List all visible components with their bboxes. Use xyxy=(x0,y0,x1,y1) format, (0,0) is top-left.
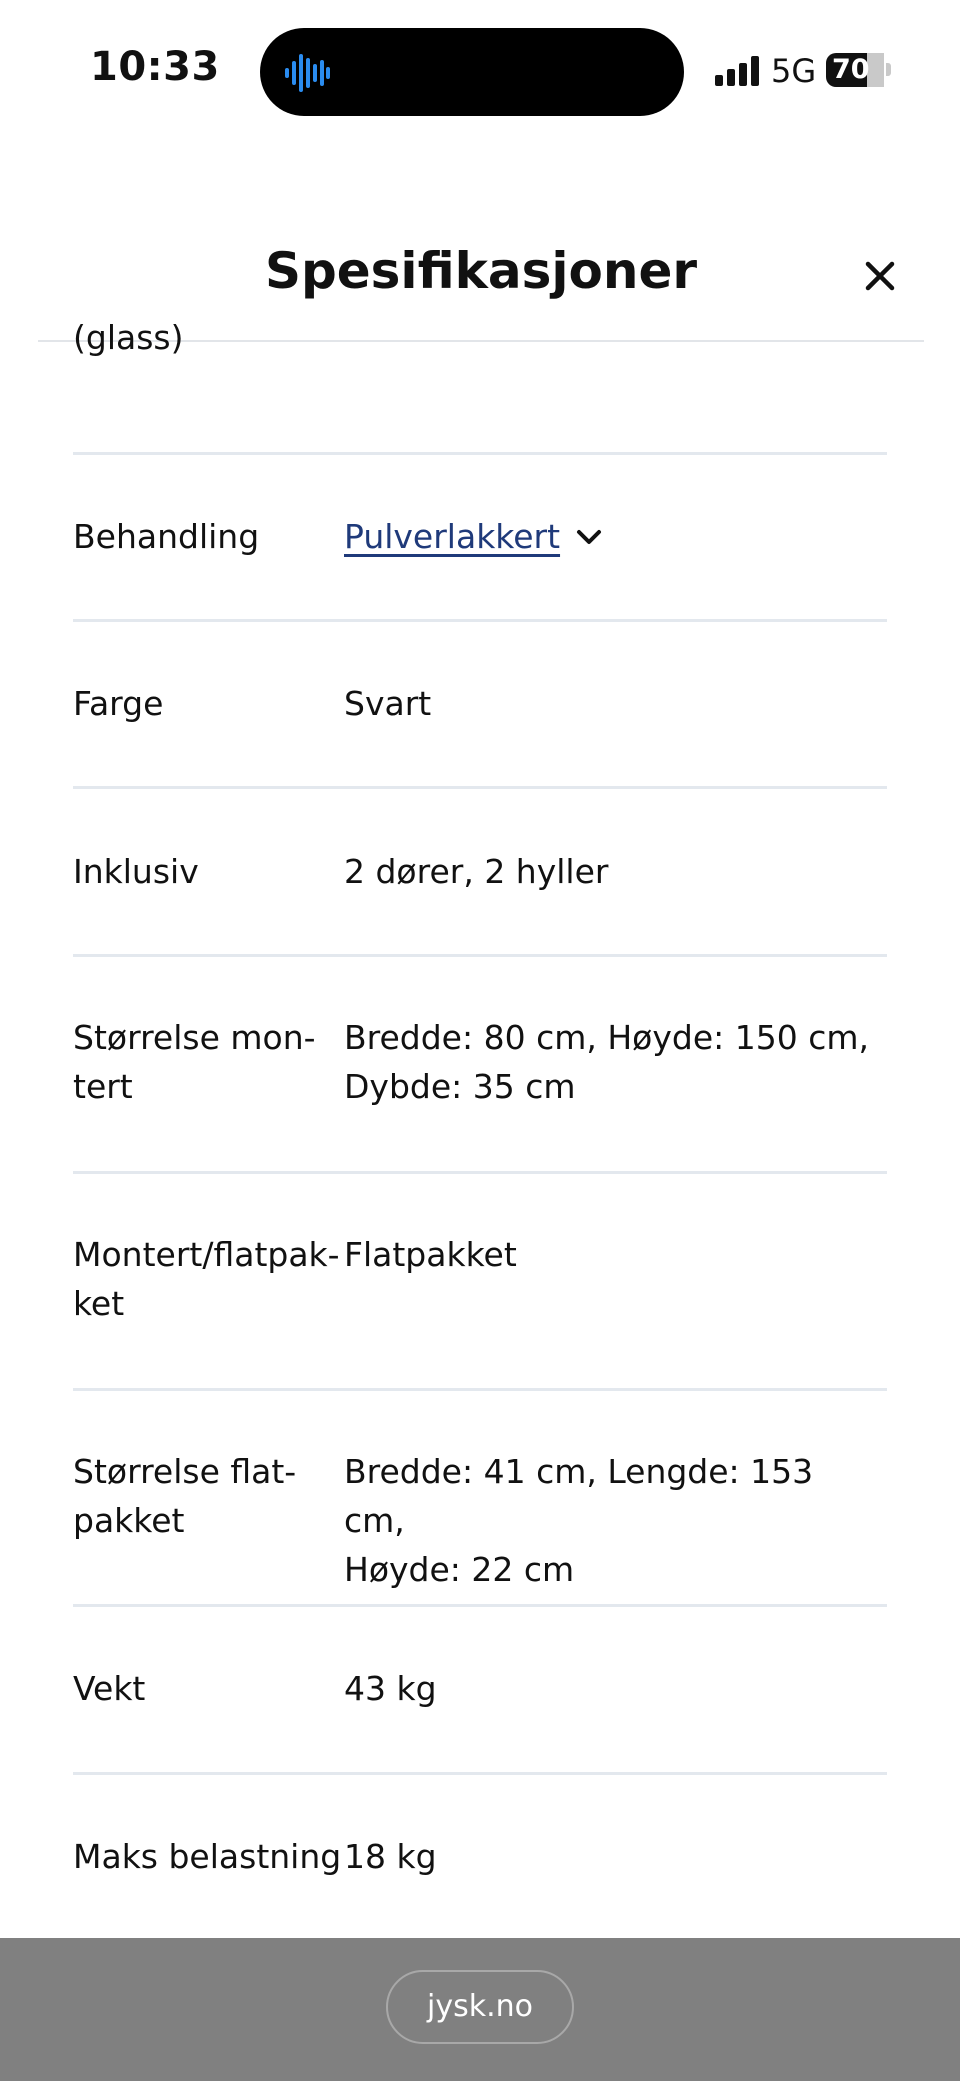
cellular-signal-icon xyxy=(715,56,763,86)
label-line: ket xyxy=(73,1284,125,1323)
spec-value-vekt: 43 kg xyxy=(344,1669,437,1708)
spec-label-montert-flatpakket xyxy=(73,1230,339,1328)
spec-label-inklusiv: Inklusiv xyxy=(73,852,199,891)
value-line: Dybde: 35 cm xyxy=(344,1067,576,1106)
battery-cap xyxy=(886,63,891,76)
status-time: 10:33 xyxy=(90,44,220,90)
sheet-header xyxy=(38,150,924,342)
spec-label-storrelse-flatpakket xyxy=(73,1447,339,1545)
row-divider xyxy=(73,786,887,789)
spec-value-storrelse-montert xyxy=(344,1013,884,1111)
spec-value-farge: Svart xyxy=(344,684,432,723)
row-divider xyxy=(73,1388,887,1391)
spec-label-storrelse-montert xyxy=(73,1013,339,1111)
audio-wave-icon xyxy=(282,48,332,98)
battery-icon xyxy=(826,53,884,87)
spec-value-inklusiv: 2 dører, 2 hyller xyxy=(344,852,609,891)
row-divider xyxy=(73,619,887,622)
status-bar xyxy=(0,0,960,140)
spec-value-storrelse-flatpakket xyxy=(344,1447,884,1594)
network-type: 5G xyxy=(771,52,817,90)
spec-value-behandling xyxy=(344,512,884,561)
label-line: tert xyxy=(73,1067,133,1106)
value-line: Høyde: 22 cm xyxy=(344,1550,575,1589)
label-line: Montert/flatpak- xyxy=(73,1235,340,1274)
spec-label-farge: Farge xyxy=(73,684,164,723)
row-divider xyxy=(73,1604,887,1607)
value-line: Bredde: 80 cm, Høyde: 150 cm, xyxy=(344,1018,869,1057)
spec-label-vekt: Vekt xyxy=(73,1669,146,1708)
label-line: pakket xyxy=(73,1501,185,1540)
close-button[interactable] xyxy=(858,254,902,298)
close-icon xyxy=(858,254,902,298)
partial-spec-row: (glass) xyxy=(73,318,184,357)
row-divider xyxy=(73,452,887,455)
battery-level: 70 xyxy=(832,54,870,85)
label-line: Størrelse mon- xyxy=(73,1018,316,1057)
behandling-link[interactable]: Pulverlakkert xyxy=(344,517,561,556)
browser-bottom-bar xyxy=(0,1938,960,2081)
spec-label-maks-belastning: Maks belastning xyxy=(73,1837,342,1876)
row-divider xyxy=(73,1772,887,1775)
chevron-down-icon[interactable] xyxy=(576,528,602,548)
spec-value-montert-flatpakket: Flatpakket xyxy=(344,1235,517,1274)
sheet-title: Spesifikasjoner xyxy=(264,242,698,300)
row-divider xyxy=(73,954,887,957)
spec-value-maks-belastning: 18 kg xyxy=(344,1837,437,1876)
value-line: Bredde: 41 cm, Lengde: 153 cm, xyxy=(344,1452,814,1540)
dynamic-island xyxy=(260,28,684,116)
url-pill[interactable]: jysk.no xyxy=(386,1970,574,2044)
label-line: Størrelse flat- xyxy=(73,1452,297,1491)
spec-label-behandling: Behandling xyxy=(73,517,260,556)
row-divider xyxy=(73,1171,887,1174)
spec-list[interactable] xyxy=(0,318,960,1938)
